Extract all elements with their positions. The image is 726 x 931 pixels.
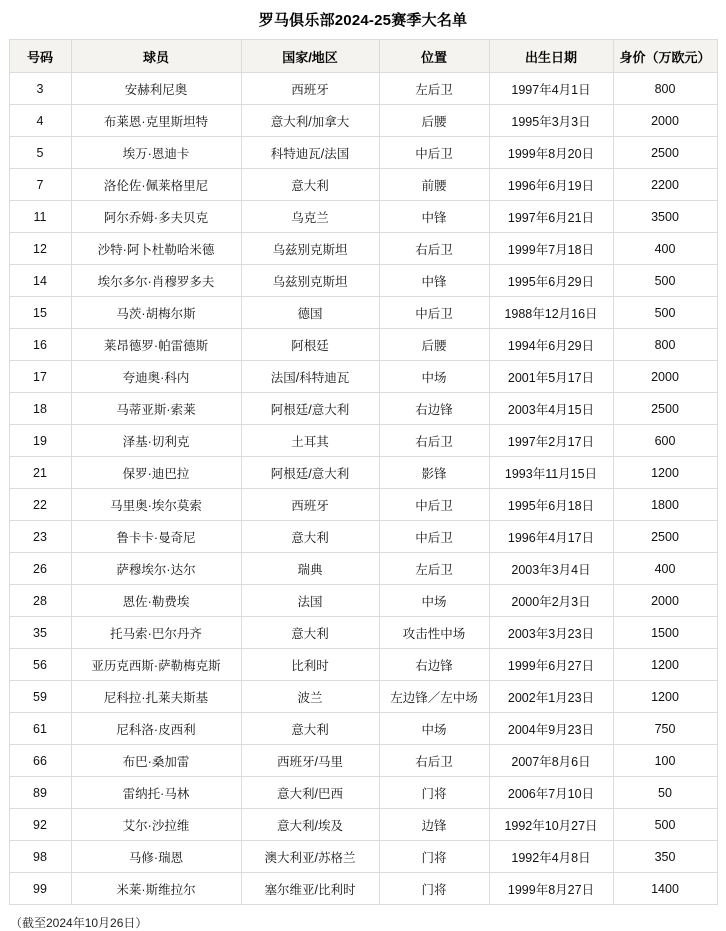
cell-number: 26: [9, 553, 71, 585]
table-row: [9, 457, 717, 489]
cell-country: 西班牙/马里: [241, 745, 379, 777]
cell-number: 66: [9, 745, 71, 777]
cell-country: 意大利/加拿大: [241, 105, 379, 137]
cell-birthdate: 2003年3月4日: [489, 553, 613, 585]
cell-country: 阿根廷/意大利: [241, 457, 379, 489]
column-header-position: 位置: [379, 40, 489, 73]
cell-country: 德国: [241, 297, 379, 329]
cell-birthdate: 1999年7月18日: [489, 233, 613, 265]
table-row: [9, 745, 717, 777]
cell-country: 西班牙: [241, 73, 379, 105]
cell-number: 14: [9, 265, 71, 297]
column-header-value: 身价（万欧元）: [613, 40, 717, 73]
cell-player: 泽基·切利克: [71, 425, 241, 457]
cell-birthdate: 1988年12月16日: [489, 297, 613, 329]
cell-position: 右后卫: [379, 745, 489, 777]
cell-value: 1200: [613, 457, 717, 489]
cell-country: 意大利/巴西: [241, 777, 379, 809]
footnote: （截至2024年10月26日）: [10, 916, 148, 930]
cell-value: 350: [613, 841, 717, 873]
table-row: [9, 201, 717, 233]
cell-country: 科特迪瓦/法国: [241, 137, 379, 169]
cell-country: 澳大利亚/苏格兰: [241, 841, 379, 873]
cell-birthdate: 2002年1月23日: [489, 681, 613, 713]
cell-number: 99: [9, 873, 71, 905]
cell-value: 500: [613, 297, 717, 329]
cell-number: 19: [9, 425, 71, 457]
cell-birthdate: 1995年6月29日: [489, 265, 613, 297]
cell-position: 中后卫: [379, 489, 489, 521]
cell-position: 右后卫: [379, 425, 489, 457]
cell-position: 中场: [379, 585, 489, 617]
cell-country: 阿根廷: [241, 329, 379, 361]
cell-value: 3500: [613, 201, 717, 233]
cell-number: 11: [9, 201, 71, 233]
cell-position: 左后卫: [379, 73, 489, 105]
cell-player: 保罗·迪巴拉: [71, 457, 241, 489]
cell-player: 布莱恩·克里斯坦特: [71, 105, 241, 137]
table-header-row: [9, 40, 717, 73]
cell-birthdate: 1999年8月20日: [489, 137, 613, 169]
cell-position: 右边锋: [379, 649, 489, 681]
cell-value: 2500: [613, 137, 717, 169]
cell-position: 右边锋: [379, 393, 489, 425]
cell-position: 攻击性中场: [379, 617, 489, 649]
table-row: [9, 169, 717, 201]
cell-position: 边锋: [379, 809, 489, 841]
column-header-country: 国家/地区: [241, 40, 379, 73]
cell-value: 2500: [613, 521, 717, 553]
table-row: [9, 809, 717, 841]
cell-player: 亚历克西斯·萨勒梅克斯: [71, 649, 241, 681]
cell-number: 17: [9, 361, 71, 393]
cell-country: 乌兹别克斯坦: [241, 233, 379, 265]
cell-number: 18: [9, 393, 71, 425]
cell-birthdate: 1996年4月17日: [489, 521, 613, 553]
cell-country: 波兰: [241, 681, 379, 713]
cell-position: 右后卫: [379, 233, 489, 265]
cell-value: 2000: [613, 585, 717, 617]
table-row: [9, 297, 717, 329]
cell-value: 1800: [613, 489, 717, 521]
cell-player: 马茨·胡梅尔斯: [71, 297, 241, 329]
table-row: [9, 649, 717, 681]
table-row: [9, 713, 717, 745]
cell-player: 恩佐·勒费埃: [71, 585, 241, 617]
cell-player: 安赫利尼奥: [71, 73, 241, 105]
cell-birthdate: 1992年4月8日: [489, 841, 613, 873]
table-row: [9, 425, 717, 457]
table-row: [9, 329, 717, 361]
cell-position: 后腰: [379, 329, 489, 361]
table-row: [9, 73, 717, 105]
cell-number: 23: [9, 521, 71, 553]
cell-value: 1200: [613, 649, 717, 681]
cell-position: 后腰: [379, 105, 489, 137]
cell-player: 雷纳托·马林: [71, 777, 241, 809]
table-row: [9, 361, 717, 393]
cell-number: 61: [9, 713, 71, 745]
table-row: [9, 553, 717, 585]
cell-number: 3: [9, 73, 71, 105]
cell-position: 门将: [379, 841, 489, 873]
cell-country: 法国/科特迪瓦: [241, 361, 379, 393]
cell-number: 4: [9, 105, 71, 137]
cell-country: 阿根廷/意大利: [241, 393, 379, 425]
cell-country: 西班牙: [241, 489, 379, 521]
cell-player: 布巴·桑加雷: [71, 745, 241, 777]
cell-value: 100: [613, 745, 717, 777]
squad-table: [9, 39, 718, 905]
cell-value: 1200: [613, 681, 717, 713]
cell-value: 750: [613, 713, 717, 745]
cell-value: 500: [613, 809, 717, 841]
cell-birthdate: 1997年4月1日: [489, 73, 613, 105]
cell-position: 左边锋／左中场: [379, 681, 489, 713]
cell-birthdate: 2003年4月15日: [489, 393, 613, 425]
cell-country: 意大利: [241, 617, 379, 649]
table-row: [9, 233, 717, 265]
cell-player: 莱昂德罗·帕雷德斯: [71, 329, 241, 361]
cell-country: 法国: [241, 585, 379, 617]
cell-birthdate: 2006年7月10日: [489, 777, 613, 809]
cell-position: 中场: [379, 713, 489, 745]
cell-number: 5: [9, 137, 71, 169]
cell-country: 意大利/埃及: [241, 809, 379, 841]
cell-value: 600: [613, 425, 717, 457]
table-row: [9, 137, 717, 169]
cell-number: 22: [9, 489, 71, 521]
cell-birthdate: 2003年3月23日: [489, 617, 613, 649]
cell-number: 98: [9, 841, 71, 873]
cell-value: 1500: [613, 617, 717, 649]
table-body: [9, 73, 717, 905]
cell-number: 56: [9, 649, 71, 681]
cell-player: 洛伦佐·佩莱格里尼: [71, 169, 241, 201]
table-header: [9, 40, 717, 73]
table-row: [9, 489, 717, 521]
cell-birthdate: 1999年6月27日: [489, 649, 613, 681]
cell-position: 中后卫: [379, 137, 489, 169]
cell-number: 12: [9, 233, 71, 265]
column-header-birthdate: 出生日期: [489, 40, 613, 73]
cell-number: 59: [9, 681, 71, 713]
cell-position: 中后卫: [379, 521, 489, 553]
cell-number: 92: [9, 809, 71, 841]
table-row: [9, 585, 717, 617]
cell-player: 埃万·恩迪卡: [71, 137, 241, 169]
cell-country: 比利时: [241, 649, 379, 681]
cell-value: 2200: [613, 169, 717, 201]
cell-value: 1400: [613, 873, 717, 905]
cell-birthdate: 1995年6月18日: [489, 489, 613, 521]
cell-number: 16: [9, 329, 71, 361]
table-row: [9, 393, 717, 425]
page-title: 罗马俱乐部2024-25赛季大名单: [258, 12, 468, 29]
cell-birthdate: 2000年2月3日: [489, 585, 613, 617]
cell-position: 前腰: [379, 169, 489, 201]
cell-birthdate: 1992年10月27日: [489, 809, 613, 841]
cell-birthdate: 1993年11月15日: [489, 457, 613, 489]
cell-value: 800: [613, 329, 717, 361]
cell-player: 萨穆埃尔·达尔: [71, 553, 241, 585]
table-row: [9, 777, 717, 809]
cell-birthdate: 1996年6月19日: [489, 169, 613, 201]
cell-player: 马修·瑞恩: [71, 841, 241, 873]
cell-value: 400: [613, 233, 717, 265]
table-row: [9, 873, 717, 905]
cell-country: 塞尔维亚/比利时: [241, 873, 379, 905]
table-row: [9, 841, 717, 873]
cell-birthdate: 2007年8月6日: [489, 745, 613, 777]
cell-birthdate: 1997年2月17日: [489, 425, 613, 457]
cell-birthdate: 1995年3月3日: [489, 105, 613, 137]
cell-country: 土耳其: [241, 425, 379, 457]
cell-position: 中场: [379, 361, 489, 393]
cell-position: 中锋: [379, 265, 489, 297]
cell-player: 阿尔乔姆·多夫贝克: [71, 201, 241, 233]
cell-country: 乌克兰: [241, 201, 379, 233]
cell-country: 乌兹别克斯坦: [241, 265, 379, 297]
cell-birthdate: 2001年5月17日: [489, 361, 613, 393]
cell-country: 意大利: [241, 713, 379, 745]
table-row: [9, 105, 717, 137]
cell-player: 埃尔多尔·肖穆罗多夫: [71, 265, 241, 297]
cell-position: 影锋: [379, 457, 489, 489]
cell-value: 50: [613, 777, 717, 809]
cell-number: 7: [9, 169, 71, 201]
cell-position: 门将: [379, 873, 489, 905]
column-header-player: 球员: [71, 40, 241, 73]
table-row: [9, 681, 717, 713]
column-header-number: 号码: [9, 40, 71, 73]
cell-player: 米莱·斯维拉尔: [71, 873, 241, 905]
cell-position: 门将: [379, 777, 489, 809]
cell-number: 35: [9, 617, 71, 649]
cell-birthdate: 2004年9月23日: [489, 713, 613, 745]
table-row: [9, 521, 717, 553]
cell-player: 沙特·阿卜杜勒哈米德: [71, 233, 241, 265]
cell-value: 2000: [613, 105, 717, 137]
cell-value: 500: [613, 265, 717, 297]
cell-value: 400: [613, 553, 717, 585]
cell-number: 28: [9, 585, 71, 617]
cell-value: 800: [613, 73, 717, 105]
cell-player: 马蒂亚斯·索莱: [71, 393, 241, 425]
cell-birthdate: 1997年6月21日: [489, 201, 613, 233]
cell-country: 意大利: [241, 521, 379, 553]
cell-position: 左后卫: [379, 553, 489, 585]
cell-player: 鲁卡卡·曼奇尼: [71, 521, 241, 553]
cell-player: 夸迪奥·科内: [71, 361, 241, 393]
cell-birthdate: 1994年6月29日: [489, 329, 613, 361]
cell-player: 尼科拉·扎莱夫斯基: [71, 681, 241, 713]
cell-number: 21: [9, 457, 71, 489]
cell-player: 艾尔·沙拉维: [71, 809, 241, 841]
cell-player: 托马索·巴尔丹齐: [71, 617, 241, 649]
cell-value: 2000: [613, 361, 717, 393]
cell-number: 89: [9, 777, 71, 809]
cell-position: 中锋: [379, 201, 489, 233]
cell-country: 瑞典: [241, 553, 379, 585]
cell-country: 意大利: [241, 169, 379, 201]
cell-number: 15: [9, 297, 71, 329]
cell-value: 2500: [613, 393, 717, 425]
cell-player: 马里奥·埃尔莫索: [71, 489, 241, 521]
cell-position: 中后卫: [379, 297, 489, 329]
cell-player: 尼科洛·皮西利: [71, 713, 241, 745]
table-row: [9, 265, 717, 297]
cell-birthdate: 1999年8月27日: [489, 873, 613, 905]
table-row: [9, 617, 717, 649]
